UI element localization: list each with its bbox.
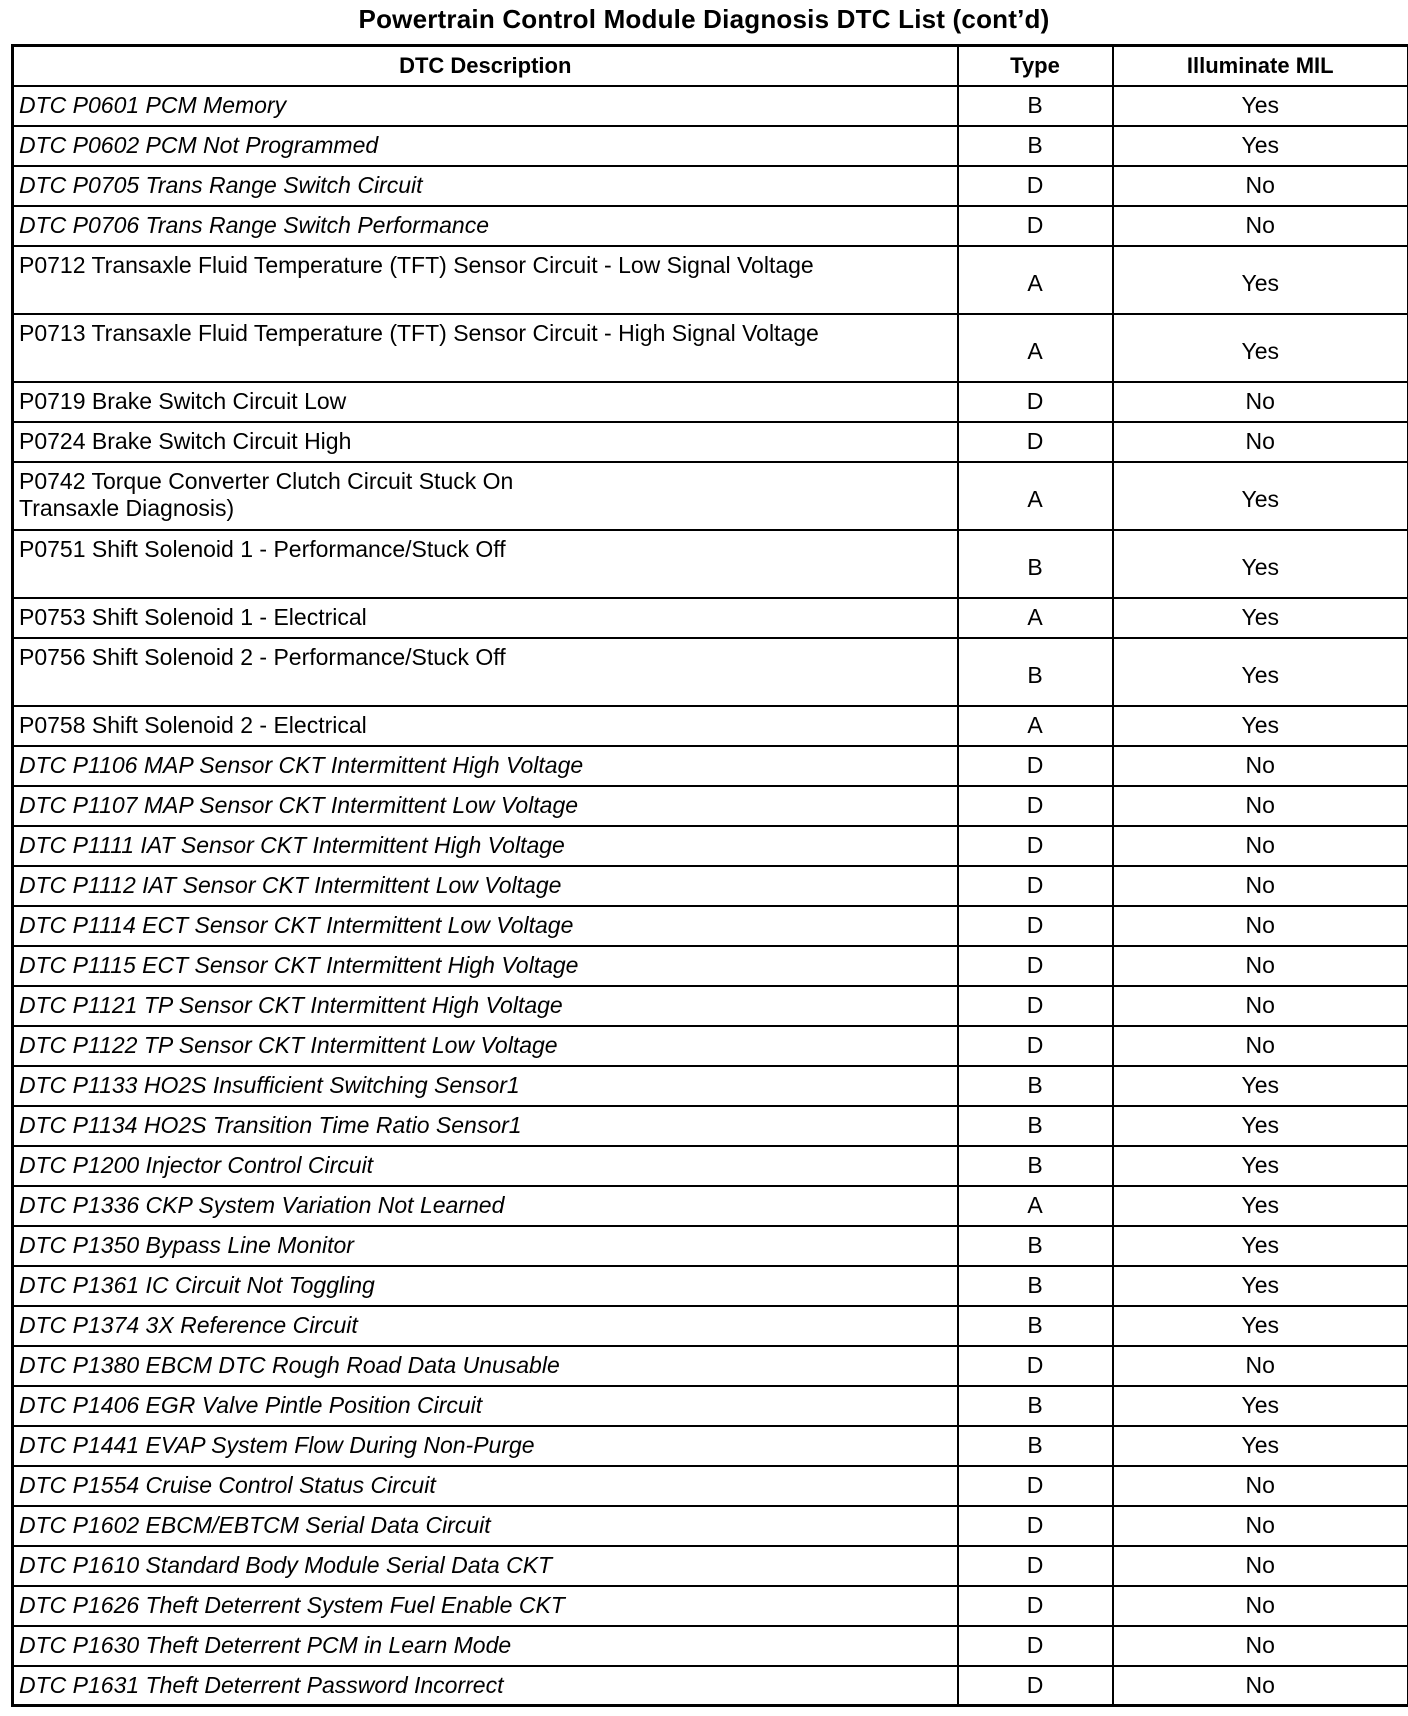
dtc-description-cell: DTC P1602 EBCM/EBTCM Serial Data Circuit <box>13 1506 958 1546</box>
table-header-row <box>13 46 1408 86</box>
dtc-description-cell: DTC P1610 Standard Body Module Serial Data CKT <box>13 1546 958 1586</box>
illuminate-mil-cell: Yes <box>1113 246 1408 314</box>
dtc-type-cell: A <box>958 246 1113 314</box>
illuminate-mil-cell: No <box>1113 1506 1408 1546</box>
table-row <box>13 166 1408 206</box>
dtc-description-cell: DTC P1630 Theft Deterrent PCM in Learn Mode <box>13 1626 958 1666</box>
dtc-description-cell: DTC P1107 MAP Sensor CKT Intermittent Low Voltage <box>13 786 958 826</box>
illuminate-mil-cell: No <box>1113 1346 1408 1386</box>
dtc-description-cell: DTC P1133 HO2S Insufficient Switching Sensor1 <box>13 1066 958 1106</box>
dtc-type-cell: D <box>958 746 1113 786</box>
table-row <box>13 1026 1408 1066</box>
dtc-description-cell: DTC P1134 HO2S Transition Time Ratio Sensor1 <box>13 1106 958 1146</box>
dtc-type-cell: D <box>958 866 1113 906</box>
dtc-type-cell: B <box>958 1146 1113 1186</box>
dtc-description-cell: P0712 Transaxle Fluid Temperature (TFT) Sensor Circuit - Low Signal Voltage <box>13 246 958 314</box>
illuminate-mil-cell: No <box>1113 746 1408 786</box>
illuminate-mil-cell: No <box>1113 1626 1408 1666</box>
dtc-description-cell: P0751 Shift Solenoid 1 - Performance/Stuck Off <box>13 530 958 598</box>
dtc-description-cell: P0753 Shift Solenoid 1 - Electrical <box>13 598 958 638</box>
table-row <box>13 638 1408 706</box>
table-row <box>13 906 1408 946</box>
illuminate-mil-cell: No <box>1113 206 1408 246</box>
dtc-description-cell: DTC P1114 ECT Sensor CKT Intermittent Low Voltage <box>13 906 958 946</box>
illuminate-mil-cell: No <box>1113 786 1408 826</box>
illuminate-mil-cell: No <box>1113 1546 1408 1586</box>
table-row <box>13 1266 1408 1306</box>
dtc-description-cell: DTC P1336 CKP System Variation Not Learned <box>13 1186 958 1226</box>
table-row <box>13 314 1408 382</box>
dtc-type-cell: D <box>958 1666 1113 1706</box>
illuminate-mil-cell: No <box>1113 826 1408 866</box>
illuminate-mil-cell: Yes <box>1113 314 1408 382</box>
dtc-type-cell: D <box>958 1586 1113 1626</box>
illuminate-mil-cell: Yes <box>1113 1146 1408 1186</box>
dtc-type-cell: D <box>958 1626 1113 1666</box>
table-body <box>13 86 1408 1706</box>
dtc-type-cell: B <box>958 1106 1113 1146</box>
dtc-description-cell: DTC P1112 IAT Sensor CKT Intermittent Low Voltage <box>13 866 958 906</box>
dtc-type-cell: B <box>958 86 1113 126</box>
page-title: Powertrain Control Module Diagnosis DTC List (cont’d) <box>358 4 1050 34</box>
dtc-type-cell: D <box>958 206 1113 246</box>
table-row <box>13 1306 1408 1346</box>
illuminate-mil-cell: No <box>1113 1466 1408 1506</box>
dtc-type-cell: B <box>958 1226 1113 1266</box>
table-row <box>13 86 1408 126</box>
illuminate-mil-cell: Yes <box>1113 1066 1408 1106</box>
dtc-description-cell: DTC P0706 Trans Range Switch Performance <box>13 206 958 246</box>
table-row <box>13 1146 1408 1186</box>
dtc-table <box>11 44 1408 1707</box>
table-row <box>13 382 1408 422</box>
illuminate-mil-cell: No <box>1113 946 1408 986</box>
table-row <box>13 1106 1408 1146</box>
table-row <box>13 598 1408 638</box>
illuminate-mil-cell: Yes <box>1113 638 1408 706</box>
illuminate-mil-cell: No <box>1113 986 1408 1026</box>
dtc-description-cell: DTC P1380 EBCM DTC Rough Road Data Unusable <box>13 1346 958 1386</box>
dtc-type-cell: D <box>958 826 1113 866</box>
dtc-description-cell: DTC P1111 IAT Sensor CKT Intermittent High Voltage <box>13 826 958 866</box>
table-row <box>13 986 1408 1026</box>
dtc-description-cell: P0724 Brake Switch Circuit High <box>13 422 958 462</box>
illuminate-mil-cell: Yes <box>1113 1306 1408 1346</box>
illuminate-mil-cell: Yes <box>1113 1386 1408 1426</box>
dtc-description-cell: DTC P1406 EGR Valve Pintle Position Circuit <box>13 1386 958 1426</box>
table-row <box>13 1586 1408 1626</box>
dtc-type-cell: D <box>958 422 1113 462</box>
dtc-description-cell: P0758 Shift Solenoid 2 - Electrical <box>13 706 958 746</box>
illuminate-mil-cell: No <box>1113 1666 1408 1706</box>
column-header-mil: Illuminate MIL <box>1113 46 1408 86</box>
illuminate-mil-cell: No <box>1113 422 1408 462</box>
dtc-type-cell: D <box>958 1026 1113 1066</box>
dtc-type-cell: A <box>958 706 1113 746</box>
table-row <box>13 206 1408 246</box>
dtc-type-cell: B <box>958 530 1113 598</box>
illuminate-mil-cell: No <box>1113 166 1408 206</box>
column-header-type: Type <box>958 46 1113 86</box>
dtc-type-cell: A <box>958 314 1113 382</box>
table-row <box>13 126 1408 166</box>
illuminate-mil-cell: Yes <box>1113 462 1408 530</box>
illuminate-mil-cell: No <box>1113 1586 1408 1626</box>
illuminate-mil-cell: No <box>1113 382 1408 422</box>
table-row <box>13 246 1408 314</box>
dtc-description-cell: DTC P1374 3X Reference Circuit <box>13 1306 958 1346</box>
table-row <box>13 706 1408 746</box>
table-row <box>13 1066 1408 1106</box>
table-row <box>13 1466 1408 1506</box>
illuminate-mil-cell: No <box>1113 1026 1408 1066</box>
table-row <box>13 786 1408 826</box>
table-row <box>13 1626 1408 1666</box>
dtc-type-cell: D <box>958 986 1113 1026</box>
illuminate-mil-cell: Yes <box>1113 530 1408 598</box>
table-row <box>13 1426 1408 1466</box>
dtc-type-cell: B <box>958 1426 1113 1466</box>
table-row <box>13 1666 1408 1706</box>
illuminate-mil-cell: Yes <box>1113 1226 1408 1266</box>
dtc-description-cell: P0719 Brake Switch Circuit Low <box>13 382 958 422</box>
dtc-description-cell: DTC P1350 Bypass Line Monitor <box>13 1226 958 1266</box>
dtc-description-cell: P0713 Transaxle Fluid Temperature (TFT) Sensor Circuit - High Signal Voltage <box>13 314 958 382</box>
dtc-type-cell: B <box>958 126 1113 166</box>
dtc-type-cell: D <box>958 1346 1113 1386</box>
dtc-type-cell: B <box>958 1066 1113 1106</box>
dtc-description-cell: DTC P1122 TP Sensor CKT Intermittent Low Voltage <box>13 1026 958 1066</box>
dtc-type-cell: D <box>958 946 1113 986</box>
table-row <box>13 1226 1408 1266</box>
dtc-type-cell: D <box>958 166 1113 206</box>
illuminate-mil-cell: Yes <box>1113 598 1408 638</box>
table-row <box>13 746 1408 786</box>
dtc-type-cell: A <box>958 598 1113 638</box>
dtc-type-cell: D <box>958 382 1113 422</box>
dtc-description-cell: DTC P1626 Theft Deterrent System Fuel Enable CKT <box>13 1586 958 1626</box>
dtc-type-cell: B <box>958 1266 1113 1306</box>
illuminate-mil-cell: No <box>1113 866 1408 906</box>
dtc-type-cell: D <box>958 1506 1113 1546</box>
dtc-description-cell: DTC P1200 Injector Control Circuit <box>13 1146 958 1186</box>
illuminate-mil-cell: Yes <box>1113 1426 1408 1466</box>
column-header-description: DTC Description <box>13 46 958 86</box>
table-row <box>13 1346 1408 1386</box>
dtc-description-cell: DTC P1631 Theft Deterrent Password Incorrect <box>13 1666 958 1706</box>
dtc-description-cell: DTC P1361 IC Circuit Not Toggling <box>13 1266 958 1306</box>
dtc-type-cell: D <box>958 786 1113 826</box>
illuminate-mil-cell: Yes <box>1113 126 1408 166</box>
illuminate-mil-cell: Yes <box>1113 86 1408 126</box>
dtc-description-cell: DTC P0705 Trans Range Switch Circuit <box>13 166 958 206</box>
table-row <box>13 1546 1408 1586</box>
dtc-description-cell: DTC P1106 MAP Sensor CKT Intermittent High Voltage <box>13 746 958 786</box>
dtc-type-cell: D <box>958 1466 1113 1506</box>
table-row <box>13 1186 1408 1226</box>
illuminate-mil-cell: No <box>1113 906 1408 946</box>
table-row <box>13 1506 1408 1546</box>
dtc-description-cell: P0742 Torque Converter Clutch Circuit Stuck On Transaxle Diagnosis) <box>13 462 958 530</box>
dtc-description-cell: DTC P1121 TP Sensor CKT Intermittent High Voltage <box>13 986 958 1026</box>
dtc-type-cell: B <box>958 1386 1113 1426</box>
illuminate-mil-cell: Yes <box>1113 1186 1408 1226</box>
dtc-type-cell: D <box>958 906 1113 946</box>
dtc-description-cell: P0756 Shift Solenoid 2 - Performance/Stuck Off <box>13 638 958 706</box>
dtc-type-cell: D <box>958 1546 1113 1586</box>
illuminate-mil-cell: Yes <box>1113 1266 1408 1306</box>
dtc-description-cell: DTC P1554 Cruise Control Status Circuit <box>13 1466 958 1506</box>
table-row <box>13 422 1408 462</box>
illuminate-mil-cell: Yes <box>1113 1106 1408 1146</box>
illuminate-mil-cell: Yes <box>1113 706 1408 746</box>
dtc-description-cell: DTC P1441 EVAP System Flow During Non-Purge <box>13 1426 958 1466</box>
table-row <box>13 946 1408 986</box>
table-row <box>13 1386 1408 1426</box>
dtc-type-cell: B <box>958 638 1113 706</box>
dtc-description-cell: DTC P0602 PCM Not Programmed <box>13 126 958 166</box>
dtc-type-cell: A <box>958 1186 1113 1226</box>
dtc-type-cell: B <box>958 1306 1113 1346</box>
table-row <box>13 462 1408 530</box>
table-row <box>13 866 1408 906</box>
table-row <box>13 826 1408 866</box>
dtc-description-cell: DTC P1115 ECT Sensor CKT Intermittent High Voltage <box>13 946 958 986</box>
dtc-type-cell: A <box>958 462 1113 530</box>
table-row <box>13 530 1408 598</box>
dtc-description-cell: DTC P0601 PCM Memory <box>13 86 958 126</box>
